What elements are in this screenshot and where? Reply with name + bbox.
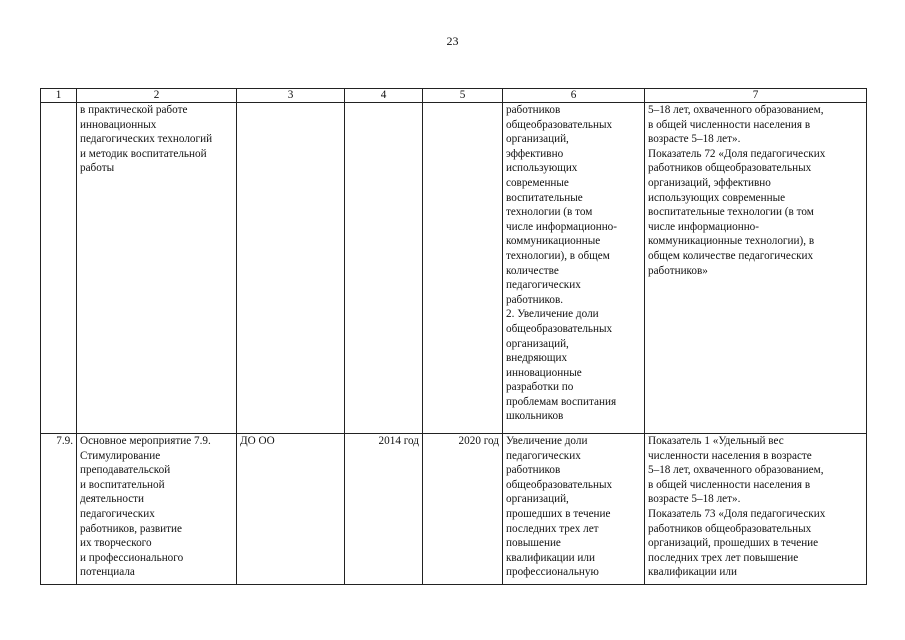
cell-start: 2014 год bbox=[345, 434, 423, 585]
cell-result: Увеличение доли педагогических работников общеобразовательных организаций, прошедших в течение последних трех лет повышение квалификации или профессиональную bbox=[503, 434, 645, 585]
header-cell: 4 bbox=[345, 89, 423, 103]
table-row bbox=[41, 434, 867, 585]
cell-measure: Основное мероприятие 7.9. Стимулирование преподавательской и воспитательной деятельности педагогических работников, развитие их творческого и профессионального потенциала bbox=[77, 434, 237, 585]
cell-indicator: 5–18 лет, охваченного образованием, в общей численности населения в возрасте 5–18 лет». Показатель 72 «Доля педагогических работников общеобразовательных организаций, эффективно использующих современные воспитательные технологии (в том числе информационно- коммуникационные технологии), в общем количестве педагогических работников» bbox=[645, 103, 867, 434]
cell-end bbox=[423, 103, 503, 434]
header-cell: 3 bbox=[237, 89, 345, 103]
cell-executor bbox=[237, 103, 345, 434]
header-cell: 1 bbox=[41, 89, 77, 103]
table-row bbox=[41, 103, 867, 434]
header-cell: 6 bbox=[503, 89, 645, 103]
header-cell: 7 bbox=[645, 89, 867, 103]
cell-number bbox=[41, 103, 77, 434]
cell-indicator: Показатель 1 «Удельный вес численности населения в возрасте 5–18 лет, охваченного образованием, в общей численности населения в возрасте 5–18 лет». Показатель 73 «Доля педагогических работников общеобразовательных организаций, прошедших в течение последних трех лет повышение квалификации или bbox=[645, 434, 867, 585]
cell-number: 7.9. bbox=[41, 434, 77, 585]
cell-executor: ДО ОО bbox=[237, 434, 345, 585]
cell-measure: в практической работе инновационных педагогических технологий и методик воспитательной работы bbox=[77, 103, 237, 434]
cell-end: 2020 год bbox=[423, 434, 503, 585]
measures-table bbox=[40, 88, 867, 585]
page-number: 23 bbox=[446, 34, 459, 48]
cell-result: работников общеобразовательных организаций, эффективно использующих современные воспитательные технологии (в том числе информационно- коммуникационные технологии), в общем количестве педагогических работников. 2. Увеличение доли общеобразовательных организаций, внедряющих инновационные разработки по проблемам воспитания школьников bbox=[503, 103, 645, 434]
header-row bbox=[41, 89, 867, 103]
header-cell: 2 bbox=[77, 89, 237, 103]
cell-start bbox=[345, 103, 423, 434]
header-cell: 5 bbox=[423, 89, 503, 103]
